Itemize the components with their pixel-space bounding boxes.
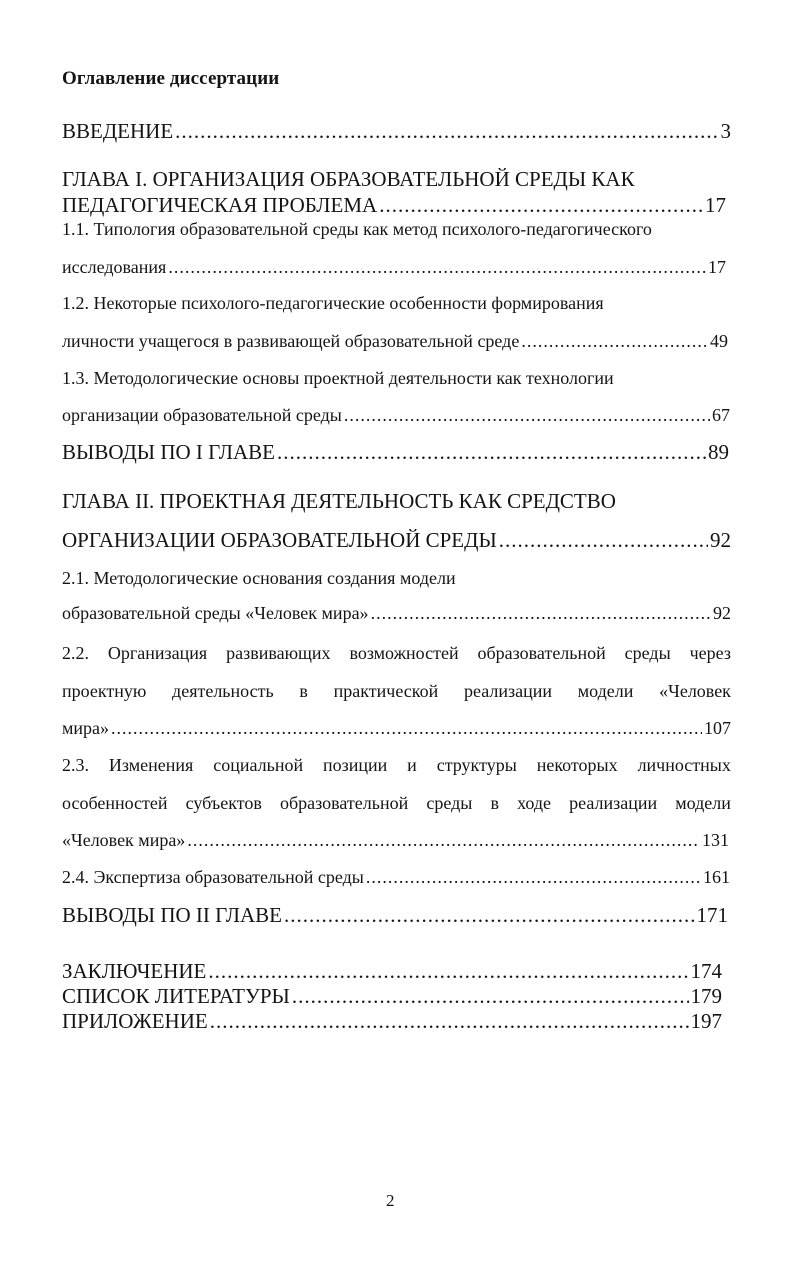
word: возможностей <box>349 643 459 663</box>
toc-entry-text: ОРГАНИЗАЦИИ ОБРАЗОВАТЕЛЬНОЙ СРЕДЫ <box>62 528 497 552</box>
chapter-2-heading: ГЛАВА II. ПРОЕКТНАЯ ДЕЯТЕЛЬНОСТЬ КАК СРЕДСТВО <box>62 489 616 513</box>
toc-leader-dots <box>111 719 702 737</box>
toc-leader-dots <box>499 530 708 551</box>
word: развивающих <box>226 643 331 663</box>
page-number: 2 <box>386 1191 395 1210</box>
toc-leader-dots <box>379 195 703 216</box>
word: модели <box>675 793 731 813</box>
word: социальной <box>213 755 304 775</box>
section-1-1-line: 1.1. Типология образовательной среды как метод психолого-педагогического <box>62 219 652 239</box>
toc-entry-text: мира» <box>62 718 110 738</box>
word: Организация <box>107 643 208 663</box>
toc-leader-dots <box>292 986 689 1007</box>
word: через <box>689 643 731 663</box>
word: 2.2. <box>62 643 89 663</box>
toc-entry-text: «Человек мира» <box>62 830 186 850</box>
word: ходе <box>517 793 552 813</box>
toc-entry-page: 161 <box>703 867 730 887</box>
toc-entry-page: 17 <box>705 193 726 217</box>
toc-entry-section-2-3 <box>62 831 729 849</box>
word: субъектов <box>185 793 262 813</box>
word: структуры <box>436 755 517 775</box>
section-2-2-line-2 <box>62 682 731 700</box>
toc-entry-page: 92 <box>713 603 731 623</box>
toc-leader-dots <box>210 1011 689 1032</box>
toc-entry-page: 131 <box>702 830 729 850</box>
word: 2.3. <box>62 755 89 775</box>
toc-entry-text: ПРИЛОЖЕНИЕ <box>62 1009 208 1033</box>
toc-leader-dots <box>284 905 695 926</box>
toc-entry-section-2-1 <box>62 604 731 622</box>
section-2-3-line-2 <box>62 794 731 812</box>
word: в <box>299 681 308 701</box>
toc-entry-page: 92 <box>710 528 731 552</box>
toc-entry-text: личности учащегося в развивающей образовательной среде <box>62 331 520 351</box>
toc-leader-dots <box>521 332 708 350</box>
word: образовательной <box>477 643 606 663</box>
toc-entry-conclusion <box>62 961 722 982</box>
page-title: Оглавление диссертации <box>62 68 280 89</box>
toc-entry-text: ВВЕДЕНИЕ <box>62 119 174 143</box>
word: некоторых <box>536 755 618 775</box>
toc-entry-section-1-1 <box>62 258 726 276</box>
toc-leader-dots <box>175 121 718 142</box>
word: среды <box>624 643 671 663</box>
toc-entry-page: 171 <box>696 903 728 927</box>
section-2-3-line-1 <box>62 756 731 774</box>
word: проектную <box>62 681 147 701</box>
word: реализации <box>569 793 658 813</box>
word: и <box>407 755 417 775</box>
toc-entry-text: СПИСОК ЛИТЕРАТУРЫ <box>62 984 290 1008</box>
toc-leader-dots <box>187 831 700 849</box>
toc-entry-page: 174 <box>690 959 722 983</box>
word: особенностей <box>62 793 168 813</box>
toc-entry-page: 197 <box>690 1009 722 1033</box>
word: в <box>490 793 499 813</box>
toc-entry-section-2-4 <box>62 868 730 886</box>
toc-entry-page: 89 <box>708 440 729 464</box>
toc-entry-conclusions-2 <box>62 905 728 926</box>
toc-entry-bibliography <box>62 986 722 1007</box>
toc-entry-page: 17 <box>708 257 726 277</box>
word: личностных <box>637 755 731 775</box>
toc-leader-dots <box>344 406 710 424</box>
section-2-2-line-1 <box>62 644 731 662</box>
toc-leader-dots <box>168 258 706 276</box>
word: «Человек <box>659 681 731 701</box>
toc-entry-intro <box>62 121 731 142</box>
toc-entry-chapter-2 <box>62 530 731 551</box>
toc-entry-text: ЗАКЛЮЧЕНИЕ <box>62 959 207 983</box>
chapter-1-heading: ГЛАВА I. ОРГАНИЗАЦИЯ ОБРАЗОВАТЕЛЬНОЙ СРЕДЫ КАК <box>62 167 635 191</box>
toc-entry-page: 67 <box>712 405 730 425</box>
toc-leader-dots <box>371 604 711 622</box>
toc-entry-section-2-2 <box>62 719 731 737</box>
section-2-1-line: 2.1. Методологические основания создания модели <box>62 568 456 588</box>
section-1-2-line: 1.2. Некоторые психолого-педагогические особенности формирования <box>62 293 604 313</box>
toc-entry-text: ВЫВОДЫ ПО I ГЛАВЕ <box>62 440 275 464</box>
word: деятельность <box>172 681 274 701</box>
toc-entry-section-1-3 <box>62 406 730 424</box>
toc-entry-appendix <box>62 1011 722 1032</box>
toc-entry-text: ПЕДАГОГИЧЕСКАЯ ПРОБЛЕМА <box>62 193 378 217</box>
toc-entry-page: 107 <box>704 718 731 738</box>
word: образовательной <box>279 793 409 813</box>
toc-entry-page: 179 <box>690 984 722 1008</box>
word: Изменения <box>108 755 194 775</box>
word: реализации <box>464 681 552 701</box>
toc-entry-chapter-1 <box>62 195 726 216</box>
toc-entry-text: образовательной среды «Человек мира» <box>62 603 369 623</box>
word: позиции <box>322 755 388 775</box>
toc-leader-dots <box>366 868 701 886</box>
toc-entry-page: 3 <box>720 119 731 143</box>
section-1-3-line: 1.3. Методологические основы проектной деятельности как технологии <box>62 368 614 388</box>
toc-entry-section-1-2 <box>62 332 728 350</box>
toc-entry-text: ВЫВОДЫ ПО II ГЛАВЕ <box>62 903 282 927</box>
toc-entry-text: организации образовательной среды <box>62 405 342 425</box>
toc-entry-text: исследования <box>62 257 167 277</box>
toc-entry-text: 2.4. Экспертиза образовательной среды <box>62 867 364 887</box>
toc-leader-dots <box>208 961 688 982</box>
word: практической <box>333 681 439 701</box>
toc-entry-conclusions-1 <box>62 442 729 463</box>
word: среды <box>426 793 473 813</box>
toc-leader-dots <box>277 442 706 463</box>
word: модели <box>577 681 634 701</box>
toc-entry-page: 49 <box>710 331 728 351</box>
